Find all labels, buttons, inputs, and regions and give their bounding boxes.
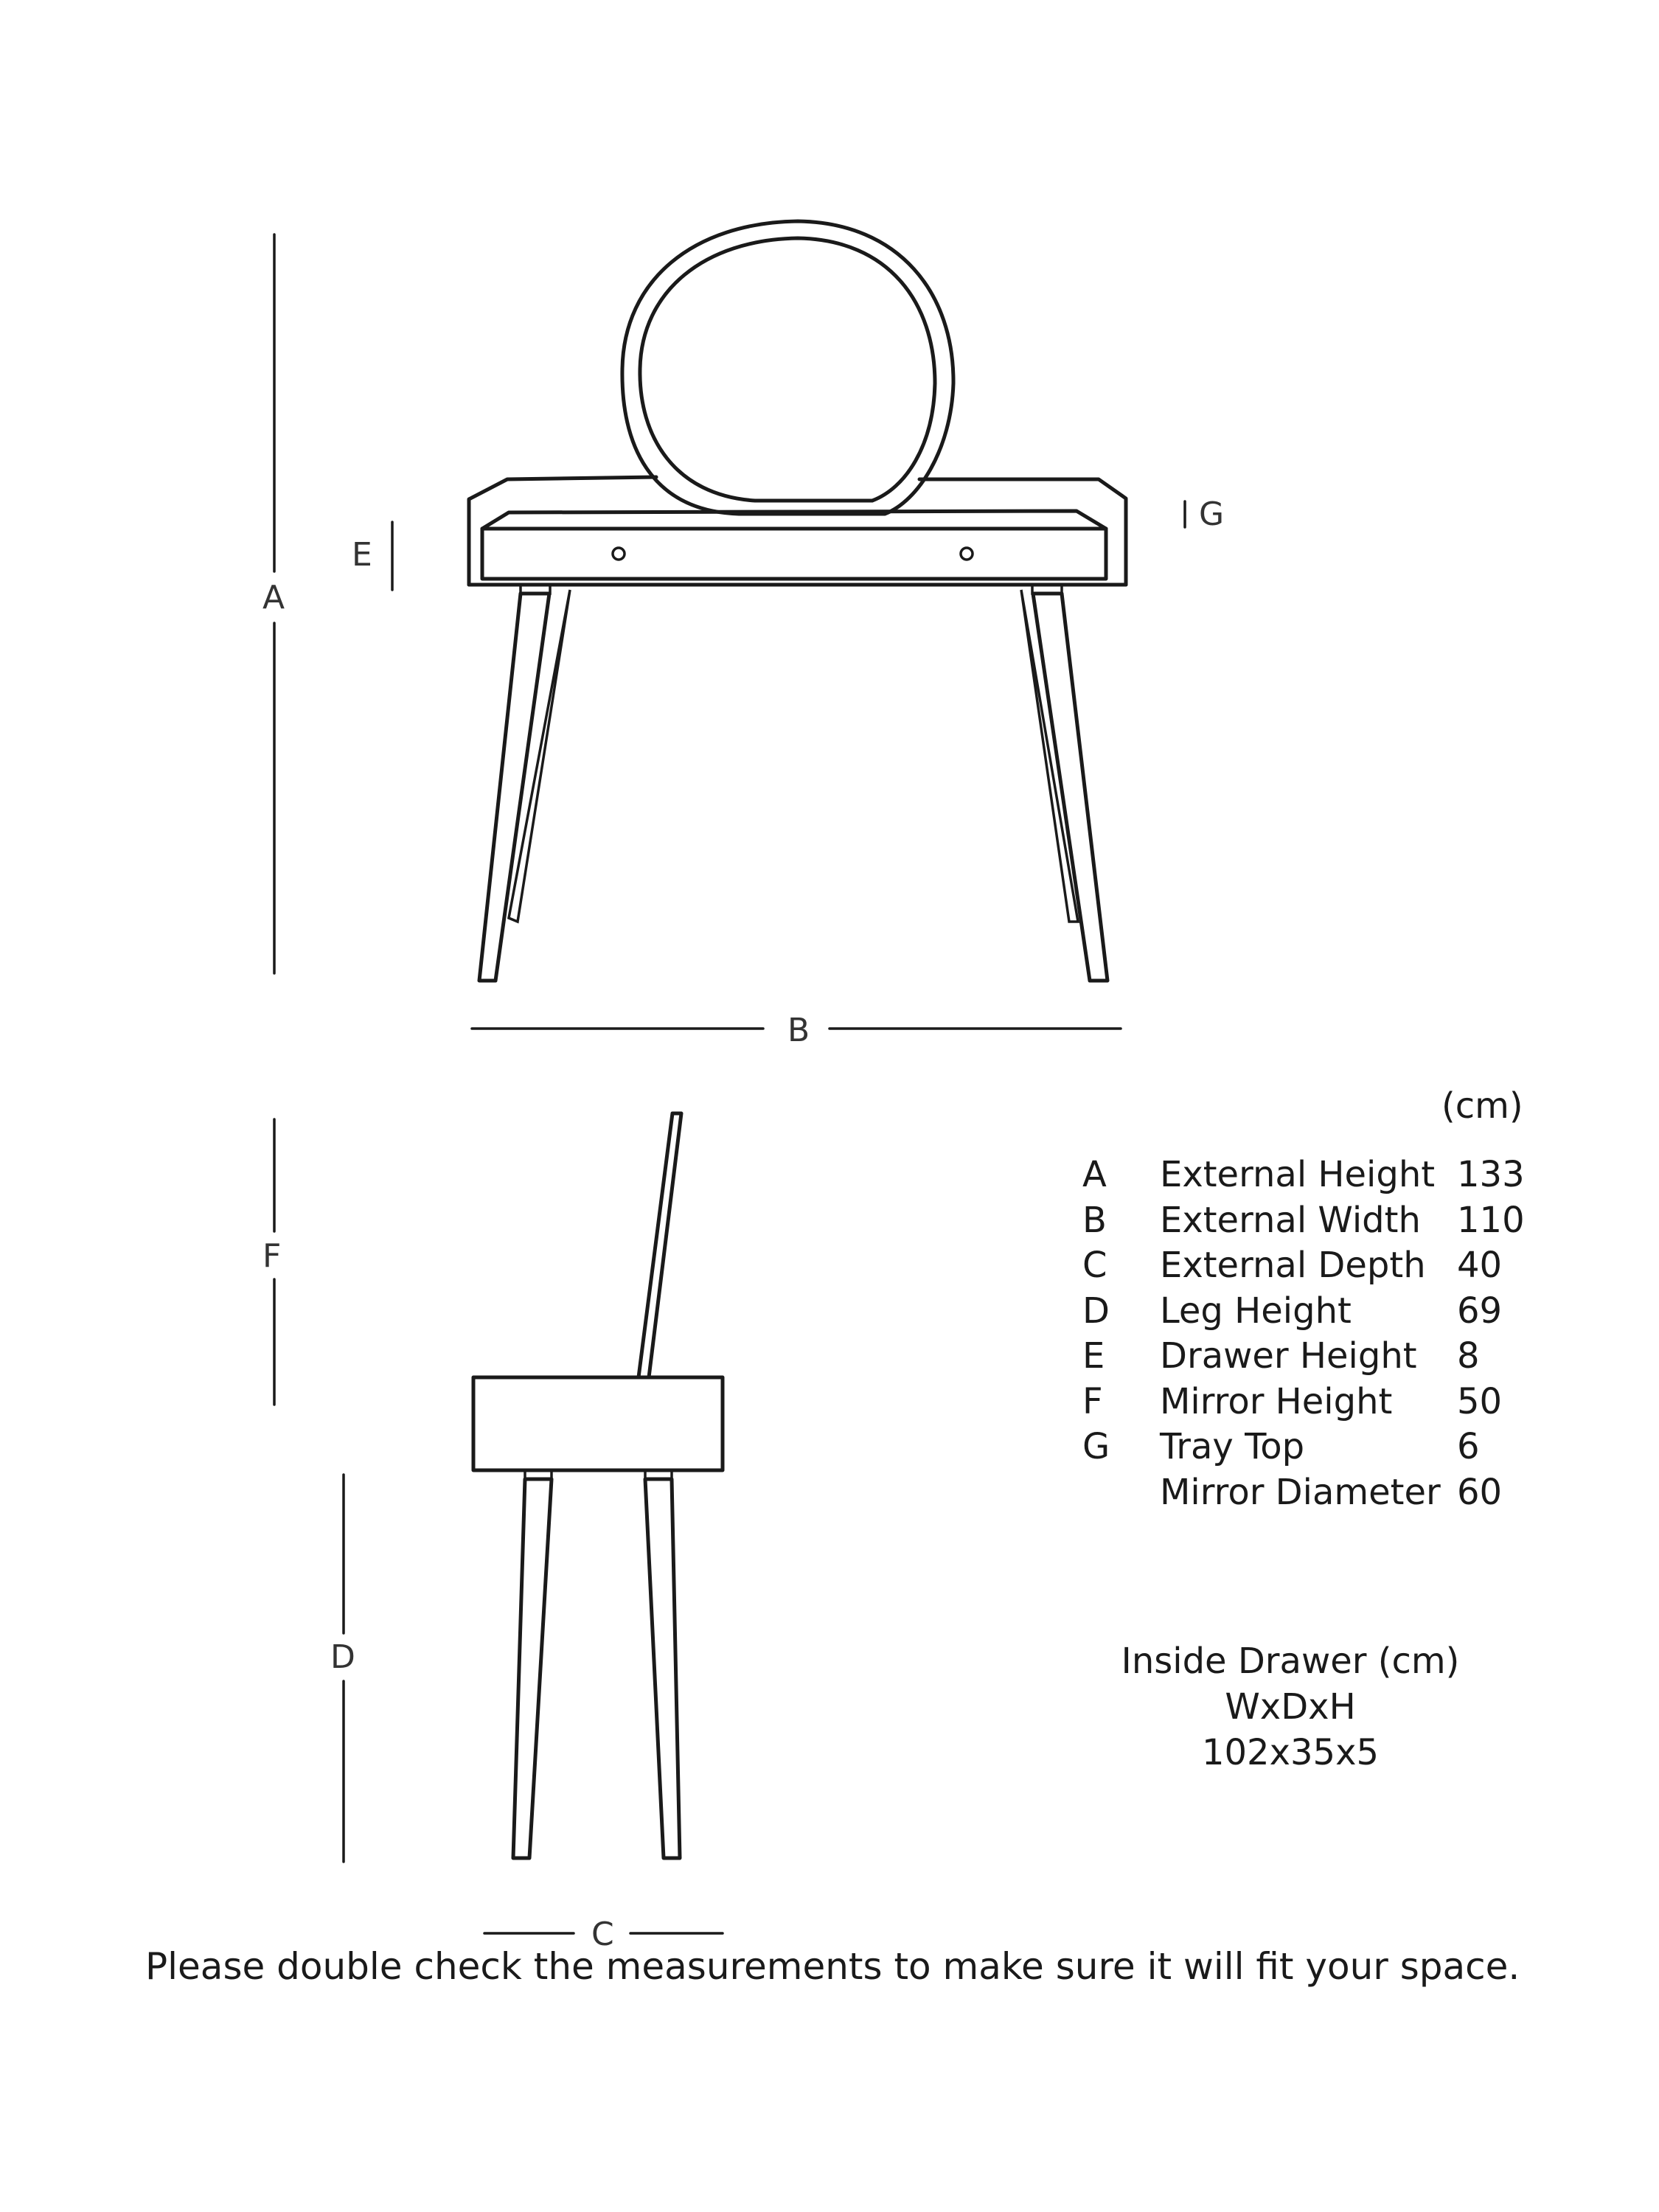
front-drawer <box>482 529 1106 579</box>
front-tray-top <box>469 477 1126 585</box>
spec-row <box>1082 1290 1540 1336</box>
side-mirror <box>639 1113 681 1377</box>
spec-letter: D <box>1082 1290 1110 1332</box>
dimension-label-e: E <box>352 536 372 574</box>
spec-name: Drawer Height <box>1160 1335 1417 1377</box>
front-view <box>469 221 1126 981</box>
spec-value: 8 <box>1457 1335 1480 1377</box>
spec-letter: A <box>1082 1154 1107 1195</box>
spec-row <box>1082 1200 1540 1245</box>
dimension-label-d: D <box>330 1638 355 1676</box>
spec-value: 69 <box>1457 1290 1503 1332</box>
spec-row <box>1082 1335 1540 1381</box>
dimension-label-g: G <box>1199 495 1225 533</box>
side-view <box>473 1113 723 1858</box>
dimension-label-b: B <box>787 1012 810 1049</box>
front-legs <box>479 585 1107 981</box>
spec-letter: C <box>1082 1245 1107 1286</box>
spec-name: Tray Top <box>1160 1426 1305 1467</box>
measurement-notice: Please double check the measurements to make sure it will fit your space. <box>145 1945 1520 1988</box>
spec-name: Mirror Height <box>1160 1380 1393 1422</box>
side-drawer <box>473 1377 723 1470</box>
spec-letter: G <box>1082 1426 1110 1467</box>
spec-name: External Width <box>1160 1199 1421 1241</box>
spec-row <box>1082 1245 1540 1290</box>
inside-drawer-value: 102x35x5 <box>1201 1732 1380 1773</box>
dimension-lines-front <box>274 234 1185 1029</box>
spec-row <box>1082 1381 1540 1427</box>
spec-value: 133 <box>1457 1154 1525 1195</box>
dimension-label-c: C <box>591 1916 614 1953</box>
spec-name: External Height <box>1160 1154 1436 1195</box>
spec-row <box>1082 1472 1540 1517</box>
spec-name: Leg Height <box>1160 1290 1352 1332</box>
front-mirror <box>622 221 953 514</box>
spec-letter: F <box>1082 1380 1103 1422</box>
spec-row <box>1082 1154 1540 1200</box>
inside-drawer-title: Inside Drawer (cm) <box>1121 1641 1460 1682</box>
spec-letter: E <box>1082 1335 1105 1377</box>
inside-drawer-format: WxDxH <box>1225 1686 1356 1728</box>
spec-value: 6 <box>1457 1426 1480 1467</box>
spec-name: External Depth <box>1160 1245 1426 1286</box>
unit-note: (cm) <box>1441 1085 1523 1127</box>
inside-drawer-info <box>1106 1638 1475 1775</box>
spec-table <box>1082 1154 1540 1517</box>
spec-name: Mirror Diameter <box>1160 1471 1441 1513</box>
spec-value: 40 <box>1457 1245 1503 1286</box>
spec-row <box>1082 1426 1540 1472</box>
spec-value: 50 <box>1457 1380 1503 1422</box>
spec-value: 60 <box>1457 1471 1503 1513</box>
spec-letter: B <box>1082 1199 1107 1241</box>
dimension-label-f: F <box>262 1237 282 1275</box>
spec-value: 110 <box>1457 1199 1525 1241</box>
side-legs <box>513 1470 680 1858</box>
dimension-label-a: A <box>262 579 285 616</box>
